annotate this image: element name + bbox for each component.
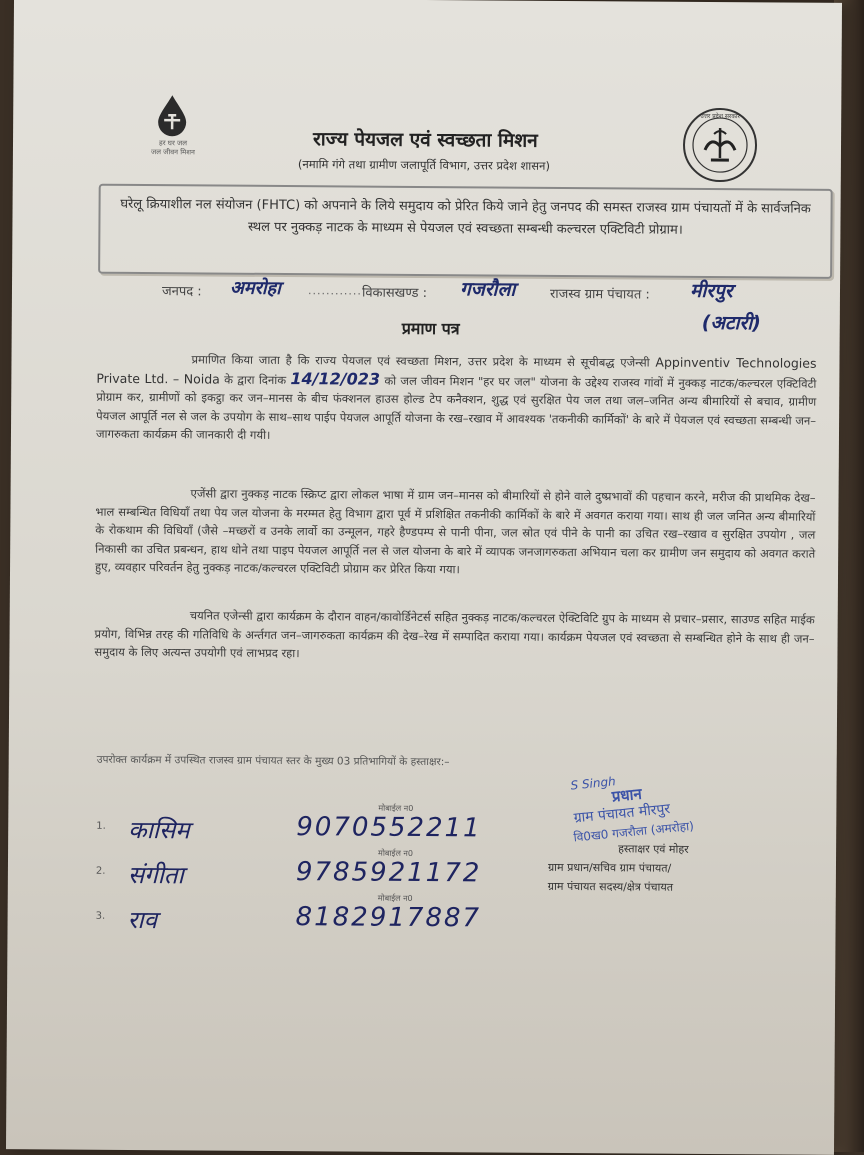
- emblem-text: उत्तर प्रदेश सरकार: [700, 112, 740, 121]
- certificate-page: [6, 0, 842, 1155]
- paragraph-1-date-label: के द्वारा दिनांक: [224, 372, 287, 387]
- stamp-line-1: प्रधान: [610, 784, 643, 806]
- stamp-signature: S Singh: [569, 774, 617, 793]
- stamp-caption-2: ग्राम प्रधान/सचिव ग्राम पंचायत/: [547, 860, 672, 875]
- page-subtitle: (नमामि गंगे तथा ग्रामीण जलापूर्ति विभाग, उत्तर प्रदेश शासन): [297, 157, 551, 173]
- paragraph-3: [94, 606, 814, 667]
- signature-number: 2.: [95, 865, 106, 877]
- paragraph-1-body: को जल जीवन मिशन "हर घर जल" योजना के उद्देश्य राजस्व गांवों में नुक्कड़ नाटक/कल्चरल एक्टिविटी प्रोग्राम कर, ग्रामीणों को इकट्ठा कर जन–मानस के बीच फंक्शनल हाउस होल्ड टेप कनैक्शन, शुद्ध एवं सुरक्षित पेय जल तथा जल–जनित अन्य बीमारियों से बचाव, ग्रामीण पेयजल आपूर्ति नल से जल के उपयोग के साथ–साथ पाईप पेयजल आपूर्ति योजना के रख–रखाव में आवश्यक 'तकनीकी कार्मिकों' के बारे में पेयजल एवं स्वच्छता सम्बन्धी जन–जागरुकता कार्यक्रम की जानकारी दी गयी।: [95, 373, 817, 442]
- signature-name: राव: [127, 905, 158, 935]
- certificate-title: प्रमाण पत्र: [401, 318, 460, 339]
- village-value: मीरपुर: [689, 279, 733, 303]
- district-value: अमरोहा: [229, 277, 281, 299]
- signature-name: संगीता: [127, 860, 184, 890]
- program-date: 14/12/023: [290, 368, 381, 389]
- signature-mobile: 9070552211: [296, 812, 482, 844]
- block-value: गजरौला: [459, 278, 516, 301]
- signature-row: [95, 893, 575, 938]
- village-note: (अटारी): [701, 311, 761, 335]
- page-title: राज्य पेयजल एवं स्वच्छता मिशन: [312, 128, 538, 152]
- paragraph-2: [95, 484, 816, 582]
- stamp-caption: [548, 839, 768, 898]
- district-label: जनपद :: [161, 284, 202, 300]
- paragraph-2-body: एजेंसी द्वारा नुक्कड़ नाटक स्क्रिप्ट द्वारा लोकल भाषा में ग्राम जन–मानस को बीमारियों से होने वाले दुष्प्रभावों की पहचान करने, मरीज की प्राथमिक देख–भाल सम्बन्धित विधियाँ तथा पेय जल योजना के मरम्मत हेतु विभाग द्वारा पूर्व में प्रशिक्षित तकनीकी कार्मिकों के बारे में अवगत कराया गया। साथ ही जल जनित अन्य बीमारियों के रोकथाम की विधियाँ (जैसे –मच्छरों व उनके लार्वो का उन्मूलन, गहरे हैण्डपम्प से पानी पीना, जल स्रोत एवं पीने के पानी का उचित रख–रखाव व सुरक्षित उपयोग , जल निकासी का उचित प्रबन्धन, हाथ धोने तथा पाइप पेयजल आपूर्ति नल से जल योजना के बारे में व्यापक जनजागरुकता अभियान चला कर ग्रामीण जन समुदाय को अवगत कराते हुए, व्यवहार परिवर्तन हेतु नुक्कड़ नाटक/कल्चरल एक्टिविटी प्रोग्राम कर प्रेरित किया गया।: [95, 486, 816, 577]
- signature-number: 3.: [95, 910, 106, 922]
- village-label: राजस्व ग्राम पंचायत :: [549, 286, 650, 303]
- signature-number: 1.: [96, 820, 106, 832]
- program-description: घरेलू क्रियाशील नल संयोजन (FHTC) को अपनाने के लिये समुदाय को प्रेरित किये जाने हेतु जनपद की समस्त राजस्व ग्राम पंचायतों में के सार्वजनिक स्थल पर नुक्कड़ नाटक के माध्यम से पेयजल एवं स्वच्छता सम्बन्धी कल्चरल एक्टिविटी प्रोग्राम।: [120, 196, 811, 238]
- signature-row: [95, 848, 576, 893]
- mobile-label: मोबाईल न0: [378, 848, 414, 858]
- signature-mobile: 9785921172: [295, 857, 482, 889]
- signature-name: कासिम: [128, 815, 190, 845]
- stamp-line-3: वि0ख0 गजरौला (अमरोहा): [572, 818, 695, 845]
- mobile-label: मोबाईल न0: [377, 893, 413, 903]
- jal-jeevan-mission-logo: [143, 93, 203, 163]
- district-dots: ............: [307, 284, 363, 298]
- up-government-emblem-icon: [681, 106, 760, 185]
- stamp-line-2: ग्राम पंचायत मीरपुर: [573, 801, 671, 827]
- paragraph-1-intro: प्रमाणित किया जाता है कि राज्य पेयजल एवं स्वच्छता मिशन, उत्तर प्रदेश के माध्यम से सूचीबद्ध एजेन्सी: [191, 352, 650, 370]
- agency-name: Appinventiv Technologies Private Ltd. – Noida: [96, 354, 817, 387]
- paragraph-1: [96, 350, 817, 449]
- paragraph-3-body: चयनित एजेन्सी द्वारा कार्यक्रम के दौरान वाहन/कावोर्डिनेटर्स सहित नुक्कड़ नाटक/कल्चरल ऐक्टिविटि ग्रुप के माध्यम से प्रचार–प्रसार, साउण्ड सहित माईक प्रयोग, विभिन्न तरह की गतिविधि के अर्न्तगत जन–जागरुकता कार्यक्रम की देख–रेख में सम्पादित कराया गया। कार्यक्रम पेयजल एवं स्वच्छता से सम्बन्धित होने के साथ ही जन–समुदाय के लिए अत्यन्त उपयोगी एवं लाभप्रद रहा।: [94, 608, 815, 661]
- water-drop-icon: [155, 93, 189, 137]
- mobile-label: मोबाईल न0: [378, 803, 414, 813]
- stamp-caption-1: हस्ताक्षर एवं मोहर: [618, 842, 689, 856]
- block-label: विकासखण्ड :: [361, 285, 428, 302]
- signatures-intro: उपरोक्त कार्यक्रम में उपस्थित राजस्व ग्राम पंचायत स्तर के मुख्य 03 प्रतिभागियों के हस्ताक्षर:–: [96, 753, 450, 769]
- signature-row: [96, 803, 576, 848]
- program-description-box: [98, 184, 833, 279]
- signature-mobile: 8182917887: [295, 902, 482, 934]
- logo-caption: हर घर जल जल जीवन मिशन: [151, 139, 195, 157]
- stamp-caption-3: ग्राम पंचायत सदस्य/क्षेत्र पंचायत: [547, 879, 674, 894]
